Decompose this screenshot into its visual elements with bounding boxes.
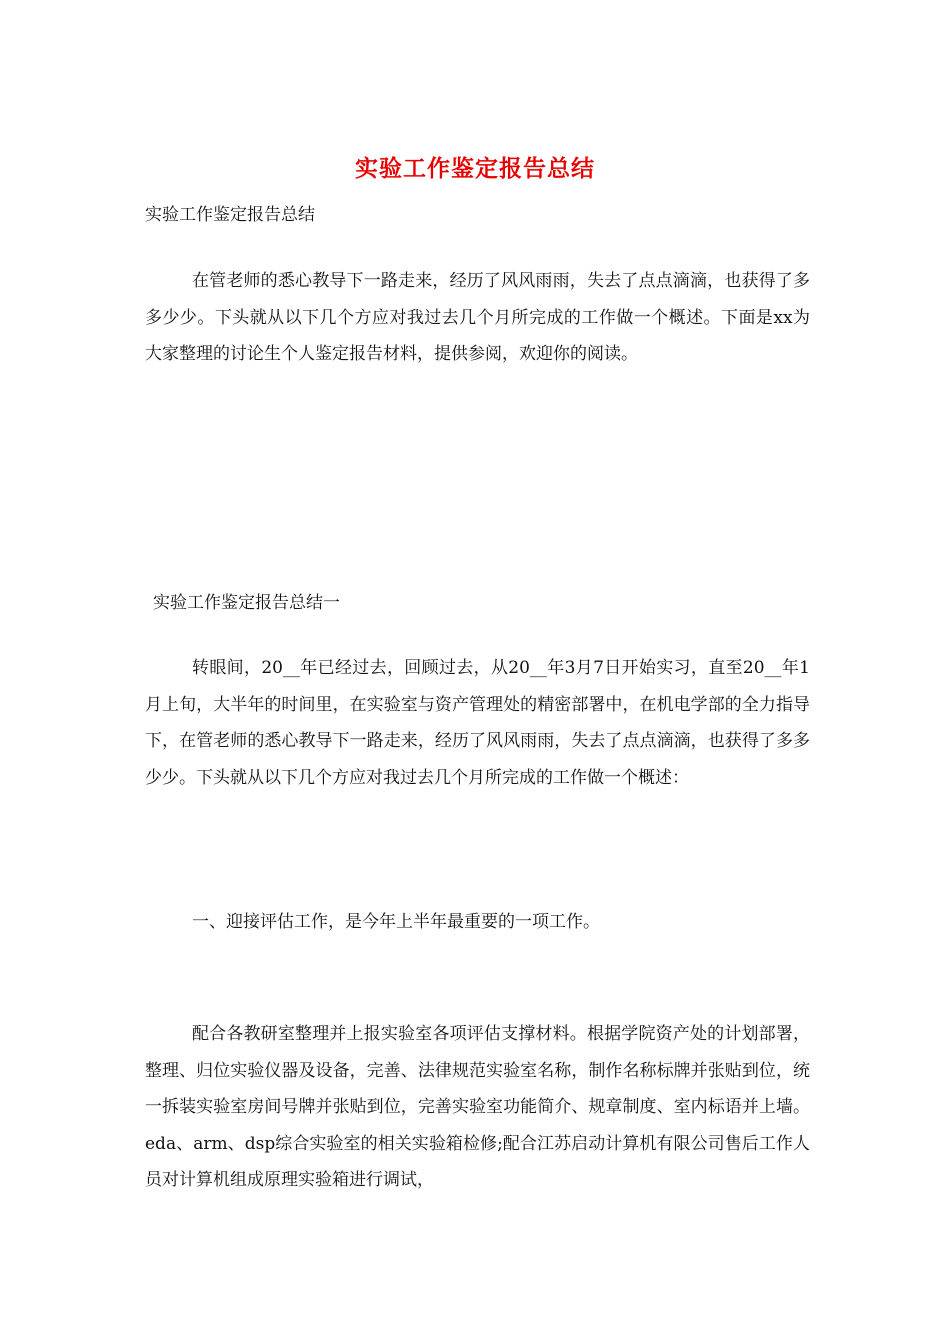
item-heading: 一、迎接评估工作，是今年上半年最重要的一项工作。 [192,912,600,932]
body-paragraph-2: 配合各教研室整理并上报实验室各项评估支撑材料。根据学院资产处的计划部署，整理、归位实验仪器及设备，完善、法律规范实验室名称，制作名称标牌并张贴到位，统一拆装实验室房间号牌并张贴到位，完善实验室功能简介、规章制度、室内标语并上墙。eda、arm、dsp综合实验室的相关实验箱检修;配合江苏启动计算机有限公司售后工作人员对计算机组成原理实验箱进行调试， [145,1024,810,1190]
intro-paragraph: 在管老师的悉心教导下一路走来，经历了风风雨雨，失去了点点滴滴，也获得了多多少少。下头就从以下几个方应对我过去几个月所完成的工作做一个概述。下面是xx为大家整理的讨论生个人鉴定报告材料，提供参阅，欢迎你的阅读。 [145,271,810,364]
section-heading: 实验工作鉴定报告总结一 [153,593,340,613]
document-subtitle: 实验工作鉴定报告总结 [145,205,315,225]
body-paragraph-1: 转眼间，20__年已经过去，回顾过去，从20__年3月7日开始实习，直至20__年1月上旬，大半年的时间里，在实验室与资产管理处的精密部署中，在机电学部的全力指导下，在管老师的悉心教导下一路走来，经历了风风雨雨，失去了点点滴滴，也获得了多多少少。下头就从以下几个方应对我过去几个月所完成的工作做一个概述： [145,658,810,788]
document-title: 实验工作鉴定报告总结 [355,155,595,182]
